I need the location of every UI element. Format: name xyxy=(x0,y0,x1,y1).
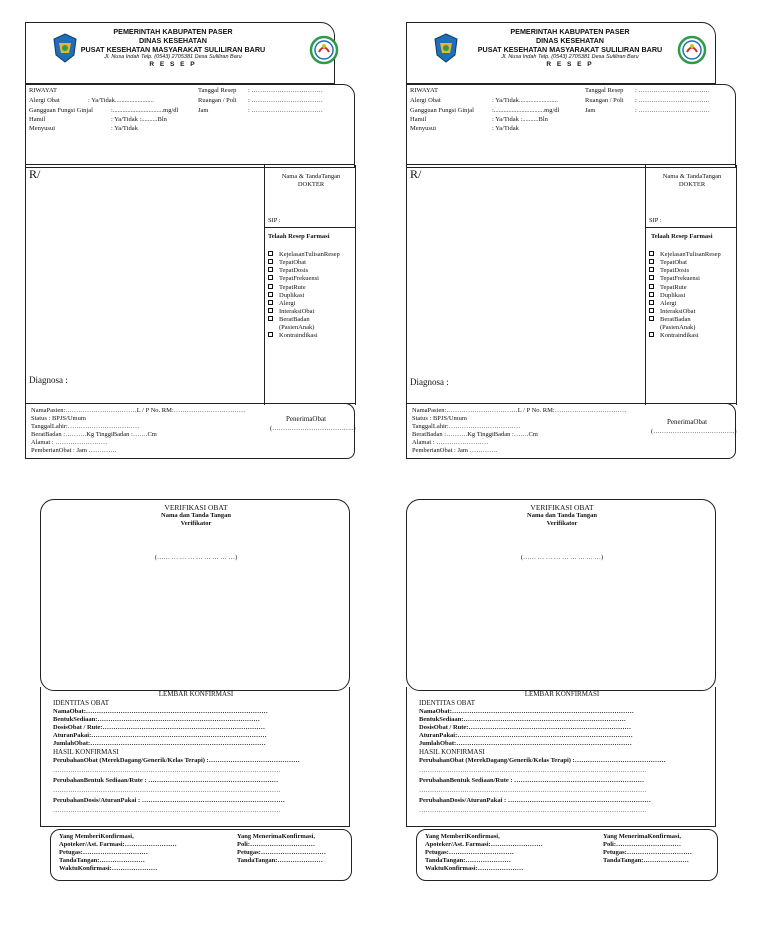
verifier-signature[interactable]: (…… … … … … … … … …) xyxy=(154,554,238,561)
prescription-form-right xyxy=(406,22,737,454)
tanda-tangan-penerima-field[interactable]: TandaTangan:………………… xyxy=(603,857,689,864)
jam-field[interactable]: : …………………………… xyxy=(635,107,710,114)
checkbox-icon[interactable] xyxy=(268,251,273,256)
jumlah-obat-field[interactable]: JumlahObat:……………………………………………………………………… xyxy=(53,740,266,747)
checkbox-icon[interactable] xyxy=(649,259,654,264)
telaah-item[interactable]: KejelasanTulisanResep xyxy=(268,251,340,259)
pemberi-label: Yang MemberiKonfirmasi, xyxy=(59,833,134,840)
telaah-item[interactable]: BeratBadan xyxy=(268,316,340,324)
perubahan-bentuk-field[interactable]: PerubahanBentuk Sediaan/Rute : …………………………………………………… xyxy=(53,777,279,784)
penerima-obat-label: PenerimaObat xyxy=(667,418,708,426)
telaah-item-note: (PasienAnak) xyxy=(279,324,315,332)
tanda-tangan-penerima-field[interactable]: TandaTangan:………………… xyxy=(237,857,323,864)
header-address: Jl. Nusa Indah Telp. (0543) 2705381 Desa Suliliran Baru xyxy=(104,54,242,61)
puskesmas-logo-icon xyxy=(309,35,339,65)
petugas-penerima-field[interactable]: Petugas:………………………… xyxy=(603,849,692,856)
verifier-label-2: Verifikator xyxy=(546,520,578,527)
header-line3: PUSAT KESEHATAN MASYARAKAT SULILIRAN BARU xyxy=(80,44,266,54)
penerima-label: Yang MenerimaKonfirmasi, xyxy=(603,833,681,840)
waktu-konfirmasi-field[interactable]: WaktuKonfirmasi:………………… xyxy=(425,865,524,872)
verification-form-left xyxy=(40,499,350,872)
menyusui-label: Menyusui xyxy=(410,125,436,132)
patient-history-section xyxy=(406,84,736,168)
jam-field[interactable]: : …………………………… xyxy=(248,107,323,114)
confirmation-sheet xyxy=(406,687,716,827)
rx-symbol: R/ xyxy=(410,167,422,181)
header-line2: DINAS KESEHATAN xyxy=(138,35,208,45)
doctor-sign-label-2: DOKTER xyxy=(678,181,706,188)
doctor-sign-label-1: Nama & TandaTangan xyxy=(281,173,341,180)
ginjal-label: Gangguan Fungsi Ginjal xyxy=(29,107,93,114)
poli-field[interactable]: Poli:………………………… xyxy=(237,841,315,848)
waktu-konfirmasi-field[interactable]: WaktuKonfirmasi:………………… xyxy=(59,865,158,872)
tanggal-field[interactable]: : …………………………… xyxy=(248,87,323,94)
confirmation-sheet xyxy=(40,687,350,827)
continuation-line[interactable]: …………………………………………………………………………………………… xyxy=(53,787,281,794)
status-field[interactable]: Status : BPJS/Umum xyxy=(412,415,467,422)
verifier-label-1: Nama dan Tanda Tangan xyxy=(527,512,597,519)
continuation-line[interactable]: …………………………………………………………………………………………… xyxy=(53,807,281,814)
alamat-field[interactable]: Alamat : …………………… xyxy=(31,439,108,446)
pemberi-label: Yang MemberiKonfirmasi, xyxy=(425,833,500,840)
penerima-label: Yang MenerimaKonfirmasi, xyxy=(237,833,315,840)
checkbox-icon[interactable] xyxy=(268,259,273,264)
alergi-label: Alergi Obat xyxy=(410,97,441,104)
poli-field[interactable]: Poli:………………………… xyxy=(603,841,681,848)
jam-label: Jam xyxy=(585,107,596,114)
ginjal-label: Gangguan Fungsi Ginjal xyxy=(410,107,474,114)
petugas-field[interactable]: Petugas:………………………… xyxy=(425,849,514,856)
tanggal-lahir-field[interactable]: TanggalLahir:…………………………… xyxy=(412,423,521,430)
checkbox-icon[interactable] xyxy=(268,267,273,272)
checkbox-icon[interactable] xyxy=(268,332,273,337)
telaah-title: Telaah Resep Farmasi xyxy=(651,233,713,240)
checkbox-icon[interactable] xyxy=(268,284,273,289)
patient-history-section xyxy=(25,84,355,168)
diagnosa-label: Diagnosa : xyxy=(410,377,449,387)
rx-symbol: R/ xyxy=(29,167,41,181)
dosis-obat-field[interactable]: DosisObat / Rute:………………………………………………………………… xyxy=(53,724,265,731)
nama-obat-field[interactable]: NamaObat:………………………………………………………………………… xyxy=(53,708,268,715)
verification-box xyxy=(406,499,716,691)
header-text xyxy=(445,28,695,69)
telaah-list xyxy=(649,251,721,340)
telaah-item[interactable]: TepatObat xyxy=(268,259,340,267)
document-title: R E S E P xyxy=(546,61,594,69)
petugas-field[interactable]: Petugas:………………………… xyxy=(59,849,148,856)
checkbox-icon[interactable] xyxy=(268,316,273,321)
telaah-title: Telaah Resep Farmasi xyxy=(268,233,330,240)
prescription-header xyxy=(25,22,335,84)
ruangan-label: Ruangan / Poli xyxy=(198,97,237,104)
continuation-line[interactable]: …………………………………………………………………………………………… xyxy=(419,787,647,794)
doctor-sign-label-1: Nama & TandaTangan xyxy=(662,173,722,180)
header-line2: DINAS KESEHATAN xyxy=(535,35,605,45)
perubahan-bentuk-field[interactable]: PerubahanBentuk Sediaan/Rute : …………………………………………………… xyxy=(419,777,645,784)
perubahan-obat-field[interactable]: PerubahanObat (MerekDagang/Generik/Kelas Terapi) :…………………………………… xyxy=(419,757,666,764)
perubahan-dosis-field[interactable]: PerubahanDosis/AturanPakai : ………………………………………………………… xyxy=(53,797,285,804)
tanggal-label: Tanggal Resep xyxy=(198,87,237,94)
nama-pasien-field[interactable]: NamaPasien:……………………………L / P No. RM:…………………………… xyxy=(31,407,246,414)
telaah-item[interactable]: Alergi xyxy=(649,300,721,308)
identitas-heading: IDENTITAS OBAT xyxy=(53,699,110,707)
riwayat-label: RIWAYAT xyxy=(410,87,438,94)
continuation-line[interactable]: …………………………………………………………………………………………… xyxy=(53,767,281,774)
checkbox-icon[interactable] xyxy=(268,292,273,297)
doctor-sign-label-2: DOKTER xyxy=(297,181,325,188)
telaah-item[interactable]: InteraksiObat xyxy=(649,308,721,316)
checkbox-icon[interactable] xyxy=(649,316,654,321)
riwayat-label: RIWAYAT xyxy=(29,87,57,94)
checkbox-icon[interactable] xyxy=(649,267,654,272)
alamat-field[interactable]: Alamat : …………………… xyxy=(412,439,489,446)
tanggal-label: Tanggal Resep xyxy=(585,87,624,94)
telaah-item[interactable]: Kontraindikasi xyxy=(649,332,721,340)
menyusui-field[interactable]: : Ya/Tidak xyxy=(111,125,138,132)
header-text xyxy=(48,28,298,69)
telaah-item[interactable]: KejelasanTulisanResep xyxy=(649,251,721,259)
telaah-item[interactable]: Duplikasi xyxy=(268,292,340,300)
header-line3: PUSAT KESEHATAN MASYARAKAT SULILIRAN BARU xyxy=(477,44,663,54)
telaah-item[interactable]: TepatFrekuensi xyxy=(268,275,340,283)
verification-title: VERIFIKASI OBAT xyxy=(164,503,228,512)
identitas-heading: IDENTITAS OBAT xyxy=(419,699,476,707)
lembar-title: LEMBAR KONFIRMASI xyxy=(158,690,234,698)
jam-label: Jam xyxy=(198,107,209,114)
checkbox-icon[interactable] xyxy=(649,284,654,289)
telaah-list xyxy=(268,251,340,340)
checkbox-icon[interactable] xyxy=(649,332,654,337)
verification-form-right xyxy=(406,499,716,872)
ginjal-field[interactable]: :...............................mg/dl xyxy=(111,107,179,114)
jumlah-obat-field[interactable]: JumlahObat:……………………………………………………………………… xyxy=(419,740,632,747)
perubahan-obat-field[interactable]: PerubahanObat (MerekDagang/Generik/Kelas Terapi) :…………………………………… xyxy=(53,757,300,764)
telaah-item[interactable]: TepatObat xyxy=(649,259,721,267)
doctor-pharmacy-column xyxy=(264,165,356,405)
telaah-item[interactable]: Alergi xyxy=(268,300,340,308)
sip-label[interactable]: SIP : xyxy=(268,217,281,224)
penerima-obat-label: PenerimaObat xyxy=(286,415,327,423)
ruangan-field[interactable]: : …………………………… xyxy=(248,97,323,104)
verifier-signature[interactable]: (…… … … … … … … … …) xyxy=(520,554,604,561)
checkbox-icon[interactable] xyxy=(268,308,273,313)
perubahan-dosis-field[interactable]: PerubahanDosis/AturanPakai : ………………………………………………………… xyxy=(419,797,651,804)
penerima-obat-signature[interactable]: (………………………………..) xyxy=(651,428,737,435)
alergi-field[interactable]: : Ya/Tidak........................ xyxy=(492,97,558,104)
continuation-line[interactable]: …………………………………………………………………………………………… xyxy=(419,767,647,774)
checkbox-icon[interactable] xyxy=(649,275,654,280)
nama-pasien-field[interactable]: NamaPasien:……………………………L / P No. RM:…………………………… xyxy=(412,407,627,414)
hamil-field[interactable]: : Ya/Tidak :..........Bln xyxy=(111,116,167,123)
checkbox-icon[interactable] xyxy=(649,292,654,297)
continuation-line[interactable]: …………………………………………………………………………………………… xyxy=(419,807,647,814)
header-address: Jl. Nusa Indah Telp. (0543) 2705381 Desa Suliliran Baru xyxy=(501,54,639,61)
status-field[interactable]: Status : BPJS/Umum xyxy=(31,415,86,422)
verification-box xyxy=(40,499,350,691)
ruangan-field[interactable]: : …………………………… xyxy=(635,97,710,104)
column-divider xyxy=(265,227,356,228)
aturan-pakai-field[interactable]: AturanPakai:……………………………………………………………………… xyxy=(53,732,267,739)
sip-label[interactable]: SIP : xyxy=(649,217,662,224)
prescription-form-left xyxy=(25,22,356,454)
checkbox-icon[interactable] xyxy=(649,300,654,305)
petugas-penerima-field[interactable]: Petugas:………………………… xyxy=(237,849,326,856)
telaah-item[interactable]: InteraksiObat xyxy=(268,308,340,316)
ruangan-label: Ruangan / Poli xyxy=(585,97,624,104)
telaah-item[interactable]: Kontraindikasi xyxy=(268,332,340,340)
telaah-item[interactable]: BeratBadan xyxy=(649,316,721,324)
header-line1: PEMERINTAH KABUPATEN PASER xyxy=(113,27,233,36)
alergi-label: Alergi Obat xyxy=(29,97,60,104)
hamil-field[interactable]: : Ya/Tidak :..........Bln xyxy=(492,116,548,123)
checkbox-icon[interactable] xyxy=(268,275,273,280)
alergi-field[interactable]: : Ya/Tidak........................ xyxy=(88,97,154,104)
menyusui-field[interactable]: : Ya/Tidak xyxy=(492,125,519,132)
tanggal-lahir-field[interactable]: TanggalLahir:…………………………… xyxy=(31,423,140,430)
checkbox-icon[interactable] xyxy=(649,251,654,256)
confirmation-signatures xyxy=(50,829,352,881)
telaah-item[interactable]: TepatDosis xyxy=(268,267,340,275)
pemberian-obat-field[interactable]: PemberianObat : Jam …………. xyxy=(412,447,498,454)
telaah-item[interactable]: TepatRute xyxy=(649,284,721,292)
puskesmas-logo-icon xyxy=(677,35,707,65)
doctor-pharmacy-column xyxy=(645,165,737,405)
pemberian-obat-field[interactable]: PemberianObat : Jam …………. xyxy=(31,447,117,454)
header-line1: PEMERINTAH KABUPATEN PASER xyxy=(510,27,630,36)
bentuk-sediaan-field[interactable]: BentukSediaan:………………………………………………………………… xyxy=(419,716,626,723)
prescription-body xyxy=(406,164,736,404)
verifier-label-2: Verifikator xyxy=(180,520,212,527)
apoteker-field[interactable]: Apoteker/Ast. Farmasi:…………………… xyxy=(425,841,543,848)
tanggal-field[interactable]: : …………………………… xyxy=(635,87,710,94)
telaah-item-note: (PasienAnak) xyxy=(660,324,696,332)
telaah-item[interactable]: TepatDosis xyxy=(649,267,721,275)
dosis-obat-field[interactable]: DosisObat / Rute:………………………………………………………………… xyxy=(419,724,631,731)
telaah-item[interactable]: TepatFrekuensi xyxy=(649,275,721,283)
telaah-item[interactable]: Duplikasi xyxy=(649,292,721,300)
menyusui-label: Menyusui xyxy=(29,125,55,132)
nama-obat-field[interactable]: NamaObat:………………………………………………………………………… xyxy=(419,708,634,715)
patient-identity-section xyxy=(406,403,736,459)
telaah-item[interactable]: TepatRute xyxy=(268,284,340,292)
berat-badan-field[interactable]: BeratBadan :……….Kg TinggiBadan :…….Cm xyxy=(31,431,157,438)
verification-title: VERIFIKASI OBAT xyxy=(530,503,594,512)
hamil-label: Hamil xyxy=(29,116,46,123)
patient-identity-section xyxy=(25,403,355,459)
hasil-heading: HASIL KONFIRMASI xyxy=(53,748,119,756)
aturan-pakai-field[interactable]: AturanPakai:……………………………………………………………………… xyxy=(419,732,633,739)
ginjal-field[interactable]: :...............................mg/dl xyxy=(492,107,560,114)
checkbox-icon[interactable] xyxy=(649,308,654,313)
tanda-tangan-field[interactable]: TandaTangan:………………… xyxy=(59,857,145,864)
hamil-label: Hamil xyxy=(410,116,427,123)
prescription-header xyxy=(406,22,716,84)
column-divider xyxy=(646,227,737,228)
confirmation-signatures xyxy=(416,829,718,881)
apoteker-field[interactable]: Apoteker/Ast. Farmasi:…………………… xyxy=(59,841,177,848)
tanda-tangan-field[interactable]: TandaTangan:………………… xyxy=(425,857,511,864)
prescription-body xyxy=(25,164,355,404)
berat-badan-field[interactable]: BeratBadan :……….Kg TinggiBadan :…….Cm xyxy=(412,431,538,438)
lembar-title: LEMBAR KONFIRMASI xyxy=(524,690,600,698)
checkbox-icon[interactable] xyxy=(268,300,273,305)
bentuk-sediaan-field[interactable]: BentukSediaan:………………………………………………………………… xyxy=(53,716,260,723)
document-title: R E S E P xyxy=(149,61,197,69)
diagnosa-label: Diagnosa : xyxy=(29,375,68,385)
verifier-label-1: Nama dan Tanda Tangan xyxy=(161,512,231,519)
penerima-obat-signature[interactable]: (………………………………..) xyxy=(270,425,356,432)
hasil-heading: HASIL KONFIRMASI xyxy=(419,748,485,756)
